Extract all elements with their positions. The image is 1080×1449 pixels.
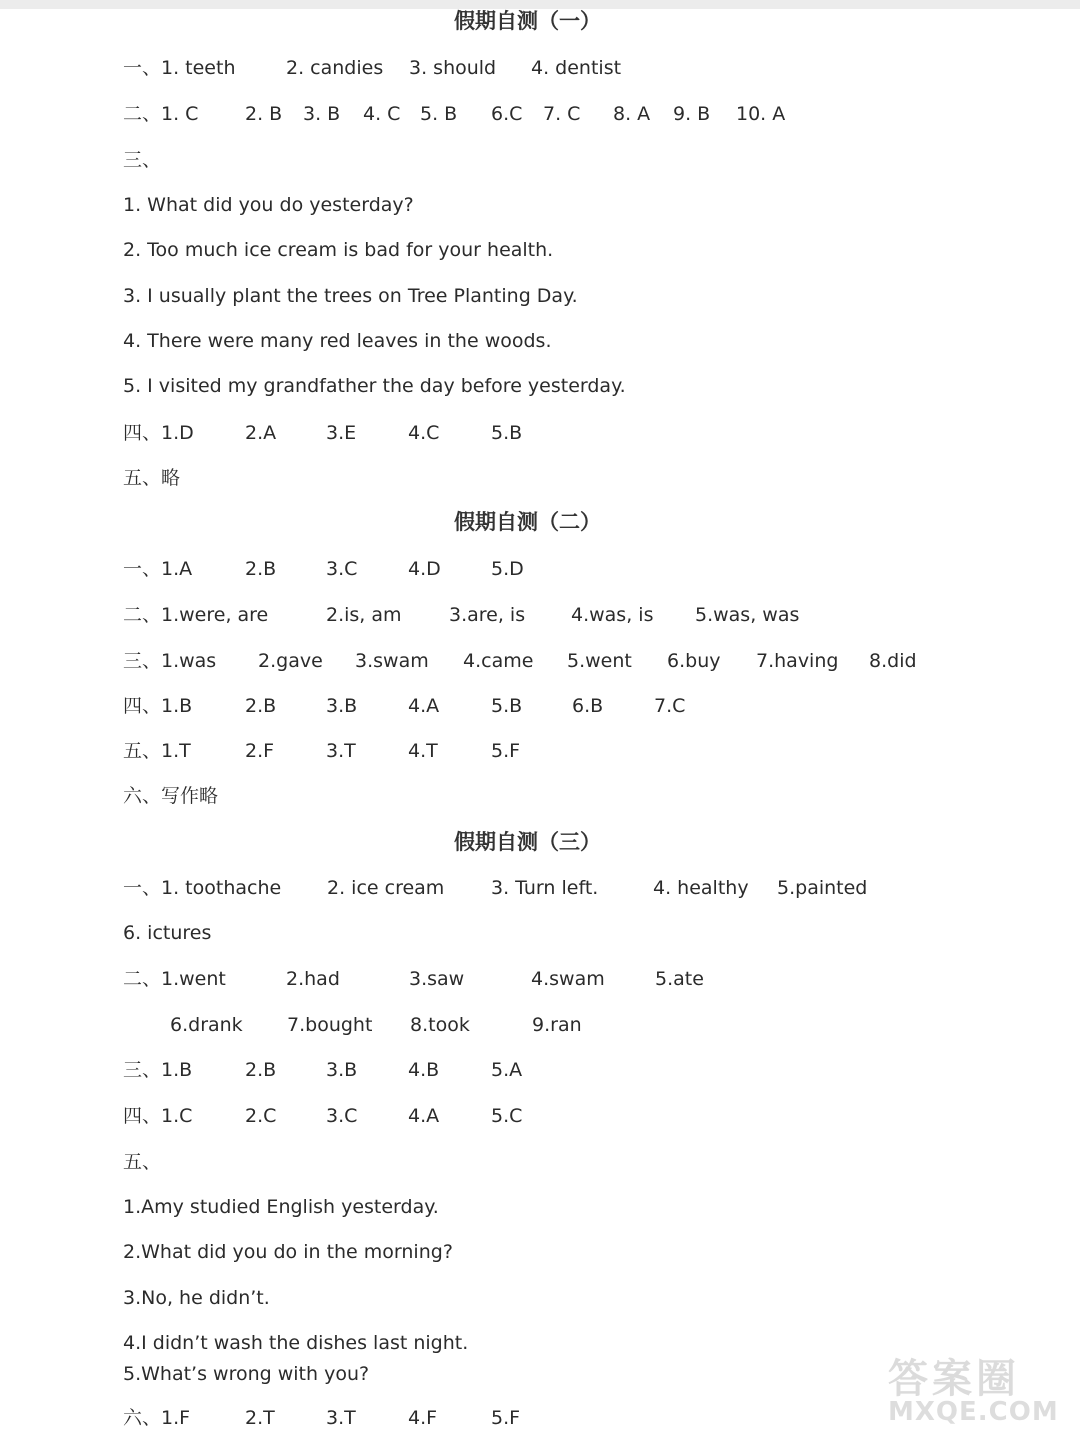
answer-item: 六、1.F	[123, 1407, 191, 1429]
answer-item: 6. ictures	[123, 922, 212, 944]
answer-item: 4.swam	[531, 968, 605, 990]
answer-line	[123, 553, 1023, 585]
answer-line	[123, 370, 1023, 402]
section-title: 假期自测（一）	[454, 8, 601, 33]
answer-item: 二、1. C	[123, 103, 199, 125]
answer-item: 7.C	[654, 695, 686, 717]
answer-line	[170, 1009, 1070, 1041]
answer-item: 2. candies	[286, 57, 384, 79]
answer-item: 2.B	[245, 695, 277, 717]
answer-line	[123, 144, 1023, 176]
watermark	[888, 1347, 1068, 1437]
answer-item: 10. A	[736, 103, 786, 125]
answer-item: 3.C	[326, 558, 358, 580]
answer-item: 2.gave	[258, 650, 323, 672]
answer-item: 4.A	[408, 695, 440, 717]
answer-item: 8.took	[410, 1014, 470, 1036]
answer-item: 3.are, is	[449, 604, 526, 626]
answer-item: 2.T	[245, 1407, 275, 1429]
answer-item: 6.drank	[170, 1014, 243, 1036]
answer-line	[123, 1100, 1023, 1132]
answer-item: 3.saw	[409, 968, 465, 990]
answer-item: 5.was, was	[695, 604, 800, 626]
answer-line	[123, 872, 1023, 904]
answer-item: 2.A	[245, 422, 277, 444]
answer-item: 六、写作略	[123, 785, 219, 807]
answer-item: 3.B	[326, 1059, 358, 1081]
answer-item: 四、1.D	[123, 422, 194, 444]
answer-item: 2. B	[245, 103, 283, 125]
answer-item: 五、1.T	[123, 740, 191, 762]
answer-item: 三、1.was	[123, 650, 217, 672]
answer-item: 5.F	[491, 740, 521, 762]
answer-item: 7. C	[543, 103, 581, 125]
answer-item: 5.D	[491, 558, 524, 580]
answer-item: 2. ice cream	[327, 877, 445, 899]
answer-item: 2.had	[286, 968, 340, 990]
answer-item: 5.B	[491, 422, 523, 444]
answer-item: 4. dentist	[531, 57, 622, 79]
answer-item: 1.Amy studied English yesterday.	[123, 1196, 439, 1218]
answer-item: 2.What did you do in the morning?	[123, 1241, 453, 1263]
answer-item: 4. There were many red leaves in the woods.	[123, 330, 552, 352]
answer-item: 3.B	[326, 695, 358, 717]
answer-item: 4.D	[408, 558, 441, 580]
answer-item: 2.is, am	[326, 604, 402, 626]
answer-line	[123, 1282, 1023, 1314]
answer-item: 三、	[123, 149, 162, 171]
answer-item: 二、1.went	[123, 968, 226, 990]
answer-item: 3.E	[326, 422, 357, 444]
answer-item: 3. Turn left.	[491, 877, 599, 899]
answer-item: 4.B	[408, 1059, 440, 1081]
answer-line	[123, 52, 1023, 84]
answer-item: 5.A	[491, 1059, 523, 1081]
answer-line	[123, 325, 1023, 357]
answer-item: 一、1. teeth	[123, 57, 236, 79]
answer-item: 2. Too much ice cream is bad for your health.	[123, 239, 554, 261]
answer-line	[123, 690, 1023, 722]
answer-item: 四、1.C	[123, 1105, 193, 1127]
answer-item: 8. A	[613, 103, 651, 125]
answer-line	[123, 645, 1023, 677]
answer-item: 5. I visited my grandfather the day before yesterday.	[123, 375, 626, 397]
answer-item: 2.B	[245, 1059, 277, 1081]
answer-item: 4.was, is	[571, 604, 654, 626]
answer-item: 四、1.B	[123, 695, 193, 717]
answer-item: 6.B	[572, 695, 604, 717]
answer-item: 5.went	[567, 650, 632, 672]
answer-item: 2.C	[245, 1105, 277, 1127]
answer-item: 7.bought	[287, 1014, 373, 1036]
section-title: 假期自测（二）	[454, 509, 601, 534]
watermark-logo: 答案圈	[888, 1355, 1020, 1402]
answer-item: 8.did	[869, 650, 917, 672]
answer-line	[123, 417, 1023, 449]
answer-item: 一、1.A	[123, 558, 193, 580]
answer-line	[123, 735, 1023, 767]
answer-item: 3. B	[303, 103, 341, 125]
answer-line	[123, 98, 1023, 130]
answer-item: 3.T	[326, 740, 356, 762]
answer-line	[123, 1236, 1023, 1268]
answer-item: 6.C	[491, 103, 523, 125]
answer-line	[123, 780, 1023, 812]
answer-item: 五、略	[123, 467, 181, 489]
answer-item: 3.T	[326, 1407, 356, 1429]
answer-item: 3.C	[326, 1105, 358, 1127]
answer-line	[123, 280, 1023, 312]
answer-line	[123, 963, 1023, 995]
answer-line	[123, 1054, 1023, 1086]
answer-item: 2.F	[245, 740, 275, 762]
answer-item: 5.What’s wrong with you?	[123, 1363, 370, 1385]
answer-item: 7.having	[756, 650, 839, 672]
answer-item: 4.C	[408, 422, 440, 444]
answer-line	[123, 1191, 1023, 1223]
answer-item: 五、	[123, 1151, 162, 1173]
answer-item: 4. healthy	[653, 877, 749, 899]
answer-item: 3.swam	[355, 650, 429, 672]
answer-line	[123, 234, 1023, 266]
answer-item: 4. C	[363, 103, 401, 125]
answer-item: 二、1.were, are	[123, 604, 269, 626]
answer-item: 4.T	[408, 740, 438, 762]
answer-line	[123, 917, 1023, 949]
answer-line	[123, 189, 1023, 221]
answer-item: 2.B	[245, 558, 277, 580]
answer-item: 1. What did you do yesterday?	[123, 194, 414, 216]
answer-item: 9. B	[673, 103, 711, 125]
section-title: 假期自测（三）	[454, 829, 601, 854]
answer-item: 3.No, he didn’t.	[123, 1287, 270, 1309]
answer-item: 5.C	[491, 1105, 523, 1127]
answer-item: 4.came	[463, 650, 534, 672]
answer-item: 5.F	[491, 1407, 521, 1429]
answer-line	[123, 599, 1023, 631]
answer-item: 5. B	[420, 103, 458, 125]
answer-item: 5.ate	[655, 968, 704, 990]
answer-line	[123, 462, 1023, 494]
answer-item: 一、1. toothache	[123, 877, 282, 899]
answer-item: 3. should	[409, 57, 497, 79]
answer-item: 9.ran	[532, 1014, 582, 1036]
answer-item: 4.I didn’t wash the dishes last night.	[123, 1332, 469, 1354]
answer-item: 5.painted	[777, 877, 868, 899]
answer-item: 三、1.B	[123, 1059, 193, 1081]
answer-item: 5.B	[491, 695, 523, 717]
answer-line	[123, 1146, 1023, 1178]
watermark-url: MXQE.COM	[888, 1397, 1059, 1427]
answer-item: 6.buy	[667, 650, 721, 672]
answer-item: 3. I usually plant the trees on Tree Planting Day.	[123, 285, 578, 307]
answer-item: 4.F	[408, 1407, 438, 1429]
answer-item: 4.A	[408, 1105, 440, 1127]
